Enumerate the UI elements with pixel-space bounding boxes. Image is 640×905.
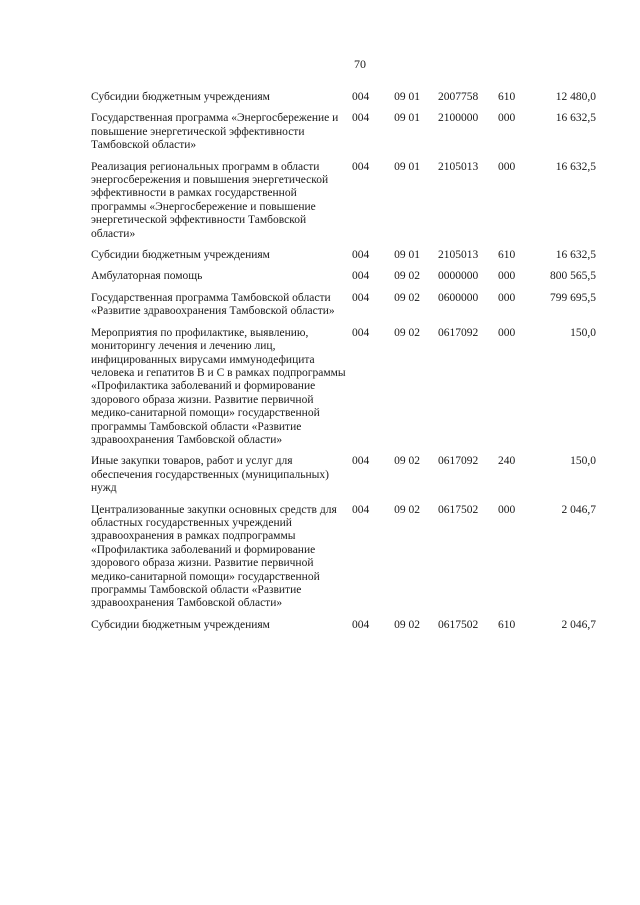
row-vr: 610 xyxy=(498,618,516,631)
row-csr: 2007758 xyxy=(438,91,479,103)
row-vr: 610 xyxy=(498,91,516,103)
table-row xyxy=(91,619,596,640)
row-sum: 12 480,0 xyxy=(555,91,596,103)
row-ved: 004 xyxy=(352,291,370,304)
row-csr: 0600000 xyxy=(438,291,479,304)
row-vr: 000 xyxy=(498,112,516,125)
table-row xyxy=(91,161,596,249)
row-sum: 16 632,5 xyxy=(555,112,596,125)
row-ved: 004 xyxy=(352,455,370,468)
row-ved: 004 xyxy=(352,618,370,631)
row-sum: 2 046,7 xyxy=(561,503,596,516)
table-row xyxy=(91,504,596,619)
table-row xyxy=(91,327,596,456)
row-sum: 150,0 xyxy=(570,455,596,468)
row-ved: 004 xyxy=(352,112,370,125)
row-section: 09 02 xyxy=(394,618,420,631)
row-sum: 16 632,5 xyxy=(555,249,596,262)
row-section: 09 01 xyxy=(394,91,420,103)
row-name: Централизованные закупки основных средств для областных государственных учреждений здравоохранения в рамках подпрограммы «Профилактика заболеваний и формирование здорового образа жизни. Развитие первичной медико-санитарной помощи» государственной программы Тамбовской области «Развитие здравоохранения Тамбовской области» xyxy=(91,503,337,610)
table-row xyxy=(91,292,596,327)
row-sum: 799 695,5 xyxy=(550,291,596,304)
page-number: 70 xyxy=(354,57,366,71)
row-section: 09 01 xyxy=(394,249,420,262)
row-section: 09 02 xyxy=(394,455,420,468)
row-name: Субсидии бюджетным учреждениям xyxy=(91,91,270,103)
row-csr: 2105013 xyxy=(438,249,479,262)
row-ved: 004 xyxy=(352,270,370,283)
row-name: Субсидии бюджетным учреждениям xyxy=(91,249,270,262)
table-row xyxy=(91,91,596,112)
row-sum: 150,0 xyxy=(570,326,596,339)
row-sum: 16 632,5 xyxy=(555,160,596,173)
table-row xyxy=(91,455,596,503)
row-vr: 000 xyxy=(498,270,516,283)
row-name: Мероприятия по профилактике, выявлению, мониторингу лечения и лечению лиц, инфицированных вирусами иммунодефицита человека и гепатитов В и С в рамках подпрограммы «Профилактика заболеваний и формирование здорового образа жизни. Развитие первичной медико-санитарной помощи» государственной программы Тамбовской области «Развитие здравоохранения Тамбовской области» xyxy=(91,326,346,446)
row-name: Иные закупки товаров, работ и услуг для обеспечения государственных (муниципальных) нужд xyxy=(91,455,329,495)
row-csr: 0617502 xyxy=(438,503,479,516)
row-csr: 2105013 xyxy=(438,160,479,173)
row-vr: 240 xyxy=(498,455,516,468)
row-vr: 000 xyxy=(498,503,516,516)
row-vr: 000 xyxy=(498,326,516,339)
row-ved: 004 xyxy=(352,503,370,516)
row-csr: 0617092 xyxy=(438,326,479,339)
row-csr: 0617502 xyxy=(438,618,479,631)
row-sum: 800 565,5 xyxy=(550,270,596,283)
table-row xyxy=(91,270,596,291)
row-section: 09 02 xyxy=(394,326,420,339)
row-section: 09 01 xyxy=(394,112,420,125)
row-section: 09 02 xyxy=(394,291,420,304)
row-vr: 000 xyxy=(498,160,516,173)
row-ved: 004 xyxy=(352,326,370,339)
row-csr: 0617092 xyxy=(438,455,479,468)
row-ved: 004 xyxy=(352,249,370,262)
row-section: 09 02 xyxy=(394,503,420,516)
row-csr: 0000000 xyxy=(438,270,479,283)
budget-table xyxy=(91,91,596,640)
row-name: Амбулаторная помощь xyxy=(91,270,203,283)
row-ved: 004 xyxy=(352,91,370,103)
row-name: Реализация региональных программ в области энергосбережения и повышения энергетической эффективности в рамках государственной программы «Энергосбережение и повышение энергетической эффективности Тамбовской области» xyxy=(91,160,329,240)
row-section: 09 02 xyxy=(394,270,420,283)
row-vr: 610 xyxy=(498,249,516,262)
row-csr: 2100000 xyxy=(438,112,479,125)
row-name: Государственная программа «Энергосбережение и повышение энергетической эффективности Тамбовской области» xyxy=(91,112,339,152)
row-name: Субсидии бюджетным учреждениям xyxy=(91,618,270,631)
table-row xyxy=(91,249,596,270)
row-vr: 000 xyxy=(498,291,516,304)
table-row xyxy=(91,112,596,160)
row-sum: 2 046,7 xyxy=(561,618,596,631)
row-section: 09 01 xyxy=(394,160,420,173)
row-name: Государственная программа Тамбовской области «Развитие здравоохранения Тамбовской области» xyxy=(91,291,335,318)
row-ved: 004 xyxy=(352,160,370,173)
